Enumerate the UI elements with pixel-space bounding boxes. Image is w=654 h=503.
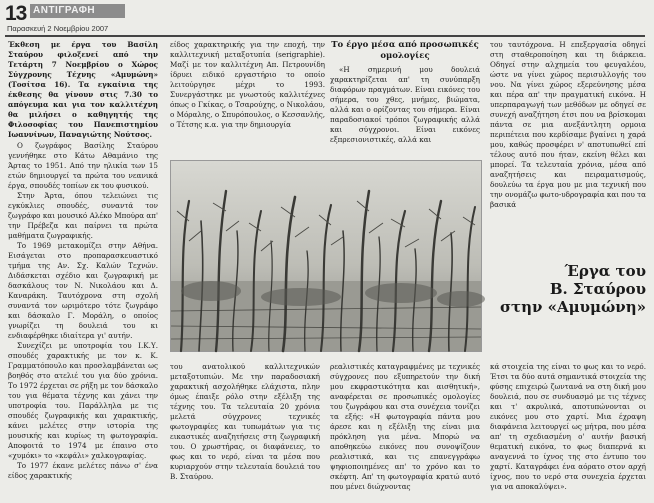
article-paragraph: Το 1969 μετακομίζει στην Αθήνα. Εισάγεται στο προπαρασκευαστικό τμήμα της Αν. Σχ. Καλών Τεχνών. Διδάσκεται σχέδιο και ζωγραφική με δασκάλους τον Ν. Νικολάου και Δ. Καναράκη. Ταυτόχρονα στη σχολή συναντά τον ωριμότερο τότε ζωγράφο και δάσκαλο Γ. Μοράλη, ο οποίος γνωρίζει τη δουλειά του κι ενδιαφέρθηκε ιδιαίτερα γι' αυτήν. xyxy=(8,241,158,340)
article-paragraph: Ο ζωγράφος Βασίλης Σταύρου γεννήθηκε στο Κάτω Αθαμάνιο της Άρτας το 1951. Από την ηλικία των 15 ετών δημιουργεί τα πρώτα του νεανικά έργα, σπουδές τοπίων εκ του φυσικού. xyxy=(8,141,158,190)
article-column-2-bottom xyxy=(170,362,320,502)
article-paragraph: Συνεχίζει με υποτροφία του Ι.Κ.Υ. σπουδές χαρακτικής με τον κ. Κ. Γραμματόπουλο και προσλαμβάνεται ως βοηθός στο ατελιέ του για δύο χρόνια. Το 1972 έρχεται σε ρήξη με τον δάσκαλο του για θέματα τέχνης και χάνει την υποτροφία του. Παράλληλα με τις σπουδές ζωγραφικής και χαρακτικής, κάνει μελέτες στην ιστορία της μουσικής και κυρίως τη φωτογραφία. Αποφοιτά το 1974 με έπαινο στο «χυμόκι» το «κεφάλι» χαλκογραφίας. xyxy=(8,341,158,460)
article-column-4-bottom xyxy=(490,362,646,502)
article-column-4-top xyxy=(490,40,646,230)
feature-title-line: Έργα του xyxy=(564,262,646,280)
article-lead: Έκθεση με έργα του Βασίλη Σταύρου φιλοξενεί από την Τετάρτη 7 Νοεμβρίου ο Χώρος Σύγχρονης Τέχνης «Αμυμώνη» (Τοσίτσα 16). Τα εγκαίνια της έκθεσης θα γίνουν στις 7.30 το απόγευμα και για τον καλλιτέχνη θα μιλήσει ο καθηγητής της Φιλοσοφίας του Πανεπιστημίου Ιωαννίνων, Παναγιώτης Νούτσος. xyxy=(8,40,158,139)
page-number: 13 xyxy=(5,2,27,25)
article-paragraph: Στην Άρτα, όπου τελειώνει τις εγκύκλιες σπουδές, συναντά τον ζωγράφο και μουσικό Αλέκο Μπούρα απ' την Πρέβεζα και παίρνει τα πρώτα μαθήματα ζωγραφικής. xyxy=(8,191,158,240)
article-paragraph: Το 1977 έκανε μελέτες πάνω σ' ένα είδος χαρακτικής xyxy=(8,461,158,480)
artwork-photo xyxy=(170,160,482,352)
article-paragraph: του ανατολικού καλλιτεχνικών μεταξοτυπιών. Με την παραδοσιακή χαρακτική ασχολήθηκε ελάχιστα, πλην όμως έπαιξε ρόλο στην εξέλιξη της τέχνης του. Τα τελευταία 20 χρόνια μελετά σύγχρονες τεχνικές φωτογραφίες και τυπωμάτων για τις εικαστικές αναζητήσεις στη ζωγραφική του. Ο χρωστήρας, οι διαφάνειες, το φως και το νερό, είναι τα μέσα που κυριαρχούν στην τελευταία δουλειά του Β. Σταύρου. xyxy=(170,362,320,481)
article-paragraph: του ταυτόχρονα. Η επεξεργασία οδηγεί στη σταθεροποίηση και τη διάρκεια. Οδηγεί στην αλχημεία του φευγαλέου, ώστε να γίνει χώρος περισυλλογής του νου. Να γίνει χώρος εξερεύνησης μέσα και πέρα απ' την πραγματική εικόνα. Η υπερπαραγωγή των μεθόδων με οδηγεί σε συνεχή αναζήτηση έτσι που να βρίσκομαι πάντα σε μια ανεξάντλητη ορμοια περιπέτεια που κερδίσαμε βγαίνει η χαρά μου, καθώς προσφέρει ν' αποτυπωθεί επί τέλους αυτό που ήταν, εκείνη θέλει και μπορεί. Τα τελευταία χρόνια, μέσα από αναζητήσεις και πειραματισμούς, δουλεύω τα έργα μου με μια τεχνική που την ονομάζω φωτο-υδρογραφία και που τα βασικά xyxy=(490,40,646,209)
article-paragraph: ρεαλιστικές καταγραφμένες με τεχνικές σύγχρονες που εξυπηρετούν την δική μου εκφραστικότητα και αισθητική», αναφέρεται σε προσωπικές ομολογίες του ζωγράφου και στα συνέχεια τονίζει τα εξής: «Η φωτογραφία πάντα μου άρεσε και η εξέλιξη της είναι μια πρόκληση για μένα. Μπορώ να αποθηκεύω εικόνες που συνοψίζουν ρεαλιστικά, και τις επανεγγράφω ψηφιοποιημένες απ' το χρόνο και το σκέφτη. Απ' τη φωτογραφία κρατώ αυτό που μένει διώχνοντας xyxy=(330,362,480,491)
article-column-3-top xyxy=(330,40,480,170)
painting-image xyxy=(171,161,481,351)
feature-title-line: στην «Αμυμώνη» xyxy=(499,298,646,316)
subsection-heading: Το έργο μέσα από προσωπικές ομολογίες xyxy=(331,40,479,61)
page-header xyxy=(0,0,654,42)
article-column-3-bottom xyxy=(330,362,480,502)
header-rule xyxy=(5,35,645,37)
article-column-1 xyxy=(8,40,158,500)
article-column-2-top xyxy=(170,40,325,129)
newspaper-masthead: ΑΝΤΙΓΡΑΦΗ xyxy=(30,4,125,18)
feature-title-line: Β. Σταύρου xyxy=(549,280,646,298)
article-paragraph: κά στοιχεία της είναι το φως και το νερό. Έτσι τα δύο αυτά σημαντικά στοιχεία της φύσης επιχειρώ ζωντανά να στη δική μου δουλειά, που σε συνδυασμό με τις τέχνες και τ' ακρυλικά, αποτυπώνονται οι εικόνες μου στο χαρτί. Μια έχραψη διαφάνεια λειτουργεί ως μήτρα, που μέσα απ' τη σχεδιασμένη ο' αυτήν βασική θεματική εικόνα, το φως διαπερνά κι αναγεννά το ίχνος της στο έντυπο του χαρτί. Καταγράφει ένα αόρατο στον αρχή ίχνος, που το νερό στα συνεχεία έρχεται για να αποκαλύψει». xyxy=(490,362,646,491)
issue-date: Παρασκευή 2 Νοεμβρίου 2007 xyxy=(7,24,109,33)
feature-title xyxy=(496,262,646,316)
article-paragraph: είδος χαρακτηρικής για την εποχή, την καλλιτεχνική μεταξοτυπία (serigraphie). Μαζί με τον καλλιτέχνη Απ. Πετρουνίδη ίδρυει ειδικό εργαστήριο το οποίο λειτούργησε μέχρι το 1993. Συνεργάστηκε με γνωστούς καλλιτέχνες όπως ο Γκίκας, ο Τσαρούχης, ο Νικολάου, ο Μόραλης, ο Σπυρόπουλος, ο Κεσσανλής, ο Τέτσης κ.α. για την δημιουργία xyxy=(170,40,325,129)
article-paragraph: «Η σημερινή μου δουλειά χαρακτηρίζεται απ' τη συνύπαρξη διαφόρων πραγμάτων. Είναι εικόνες του σήμερα, του χθες, μνήμες, βιώματα, αλλά και ο ορίζοντας του σήμερα. Είναι παραδοσιακοί τρόποι ζωγραφικής αλλά και σύγχρονοι. Είναι εικόνες εξπρεσιονιστικές, αλλά και xyxy=(330,65,480,144)
